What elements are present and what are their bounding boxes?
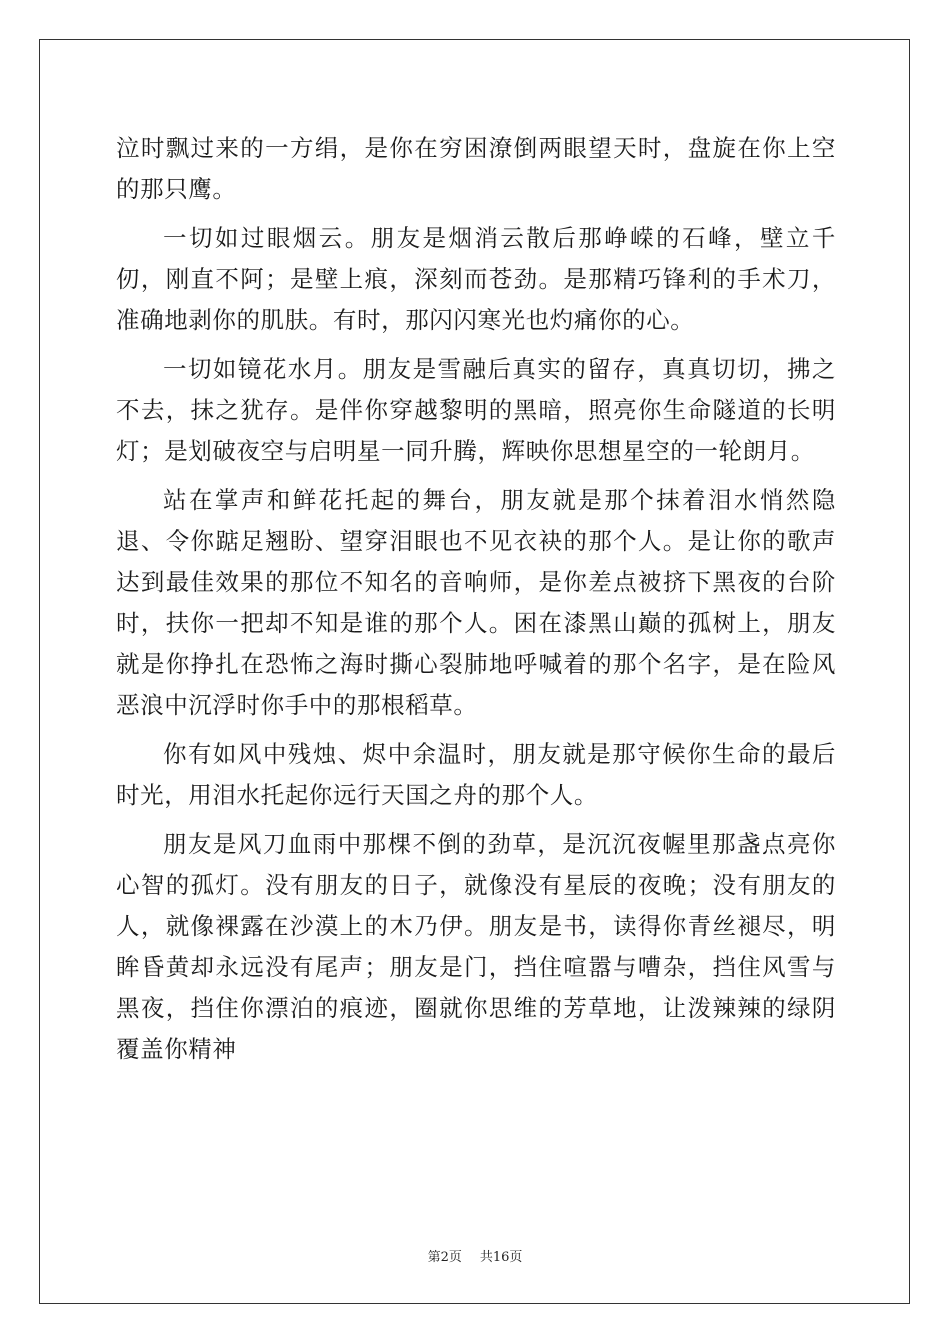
page-number: 第2页 (427, 1250, 462, 1265)
paragraph-continuation: 泣时飘过来的一方绢，是你在穷困潦倒两眼望天时，盘旋在你上空的那只鹰。 (116, 134, 836, 203)
paragraph: 一切如镜花水月。朋友是雪融后真实的留存，真真切切，拂之不去，抹之犹存。是伴你穿越黎明的黑暗，照亮你生命隧道的长明灯；是划破夜空与启明星一同升腾，辉映你思想星空的一轮朗月。 (116, 355, 836, 465)
paragraph: 一切如过眼烟云。朋友是烟消云散后那峥嵘的石峰，壁立千仞，刚直不阿；是壁上痕，深刻而苍劲。是那精巧锋利的手术刀，准确地剥你的肌肤。有时，那闪闪寒光也灼痛你的心。 (116, 224, 836, 334)
document-body (116, 128, 836, 1078)
paragraph: 朋友是风刀血雨中那棵不倒的劲草，是沉沉夜幄里那盏点亮你心智的孤灯。没有朋友的日子，就像没有星辰的夜晚；没有朋友的人，就像裸露在沙漠上的木乃伊。朋友是书，读得你青丝褪尽，明眸昏黄却永远没有尾声；朋友是门，挡住喧嚣与嘈杂，挡住风雪与黑夜，挡住你漂泊的痕迹，圈就你思维的芳草地，让泼辣辣的绿阴覆盖你精神 (116, 830, 836, 1063)
page-footer (0, 1246, 950, 1265)
page-total: 共16页 (479, 1250, 523, 1265)
paragraph: 站在掌声和鲜花托起的舞台，朋友就是那个抹着泪水悄然隐退、令你踮足翘盼、望穿泪眼也不见衣袂的那个人。是让你的歌声达到最佳效果的那位不知名的音响师，是你差点被挤下黑夜的台阶时，扶你一把却不知是谁的那个人。困在漆黑山巅的孤树上，朋友就是你挣扎在恐怖之海时撕心裂肺地呼喊着的那个名字，是在险风恶浪中沉浮时你手中的那根稻草。 (116, 486, 836, 719)
paragraph: 你有如风中残烛、烬中余温时，朋友就是那守候你生命的最后时光，用泪水托起你远行天国之舟的那个人。 (116, 740, 836, 809)
